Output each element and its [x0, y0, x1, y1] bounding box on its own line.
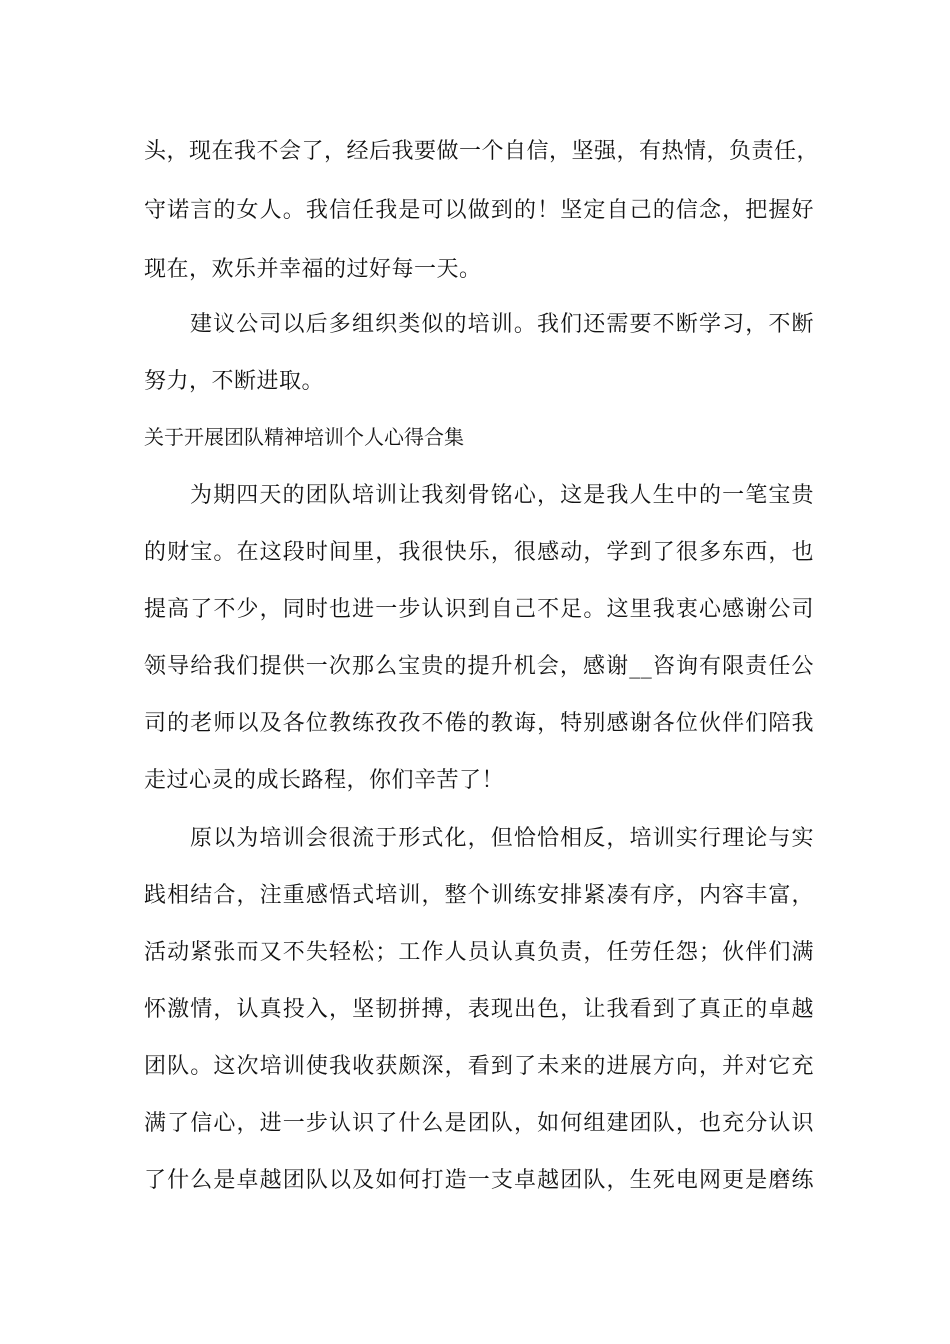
section-paragraph-2-line-7: 了什么是卓越团队以及如何打造一支卓越团队，生死电网更是磨练 [144, 1168, 814, 1193]
section-paragraph-1-line-2: 的财宝。在这段时间里，我很快乐，很感动，学到了很多东西，也 [144, 540, 814, 565]
section-paragraph-2-line-1: 原以为培训会很流于形式化，但恰恰相反，培训实行理论与实 [190, 826, 814, 851]
section-paragraph-1-line-6: 走过心灵的成长路程，你们辛苦了！ [144, 768, 505, 793]
paragraph-1-line-1: 头，现在我不会了，经后我要做一个自信，坚强，有热情，负责任， [144, 139, 820, 164]
section-paragraph-2-line-4: 怀激情，认真投入，坚韧拼搏，表现出色，让我看到了真正的卓越 [144, 997, 814, 1022]
section-paragraph-2-line-2: 践相结合，注重感悟式培训，整个训练安排紧凑有序，内容丰富， [144, 883, 814, 908]
paragraph-1-line-2: 守诺言的女人。我信任我是可以做到的！坚定自己的信念，把握好 [144, 198, 814, 223]
section-paragraph-1-line-4: 领导给我们提供一次那么宝贵的提升机会，感谢__咨询有限责任公 [144, 654, 814, 679]
section-paragraph-1-line-3: 提高了不少，同时也进一步认识到自己不足。这里我衷心感谢公司 [144, 597, 814, 622]
paragraph-2-line-1: 建议公司以后多组织类似的培训。我们还需要不断学习，不断 [190, 312, 814, 337]
section-paragraph-1-line-5: 司的老师以及各位教练孜孜不倦的教诲，特别感谢各位伙伴们陪我 [144, 711, 814, 736]
section-paragraph-2-line-5: 团队。这次培训使我收获颇深，看到了未来的进展方向，并对它充 [144, 1054, 814, 1079]
section-paragraph-2-line-6: 满了信心，进一步认识了什么是团队，如何组建团队，也充分认识 [144, 1111, 814, 1136]
section-paragraph-1-line-1: 为期四天的团队培训让我刻骨铭心，这是我人生中的一笔宝贵 [190, 483, 814, 508]
section-paragraph-2-line-3: 活动紧张而又不失轻松；工作人员认真负责，任劳任怨；伙伴们满 [144, 940, 814, 965]
paragraph-1-line-3: 现在，欢乐并幸福的过好每一天。 [144, 257, 482, 282]
paragraph-2-line-2: 努力，不断进取。 [144, 369, 325, 394]
section-title: 关于开展团队精神培训个人心得合集 [144, 425, 464, 449]
